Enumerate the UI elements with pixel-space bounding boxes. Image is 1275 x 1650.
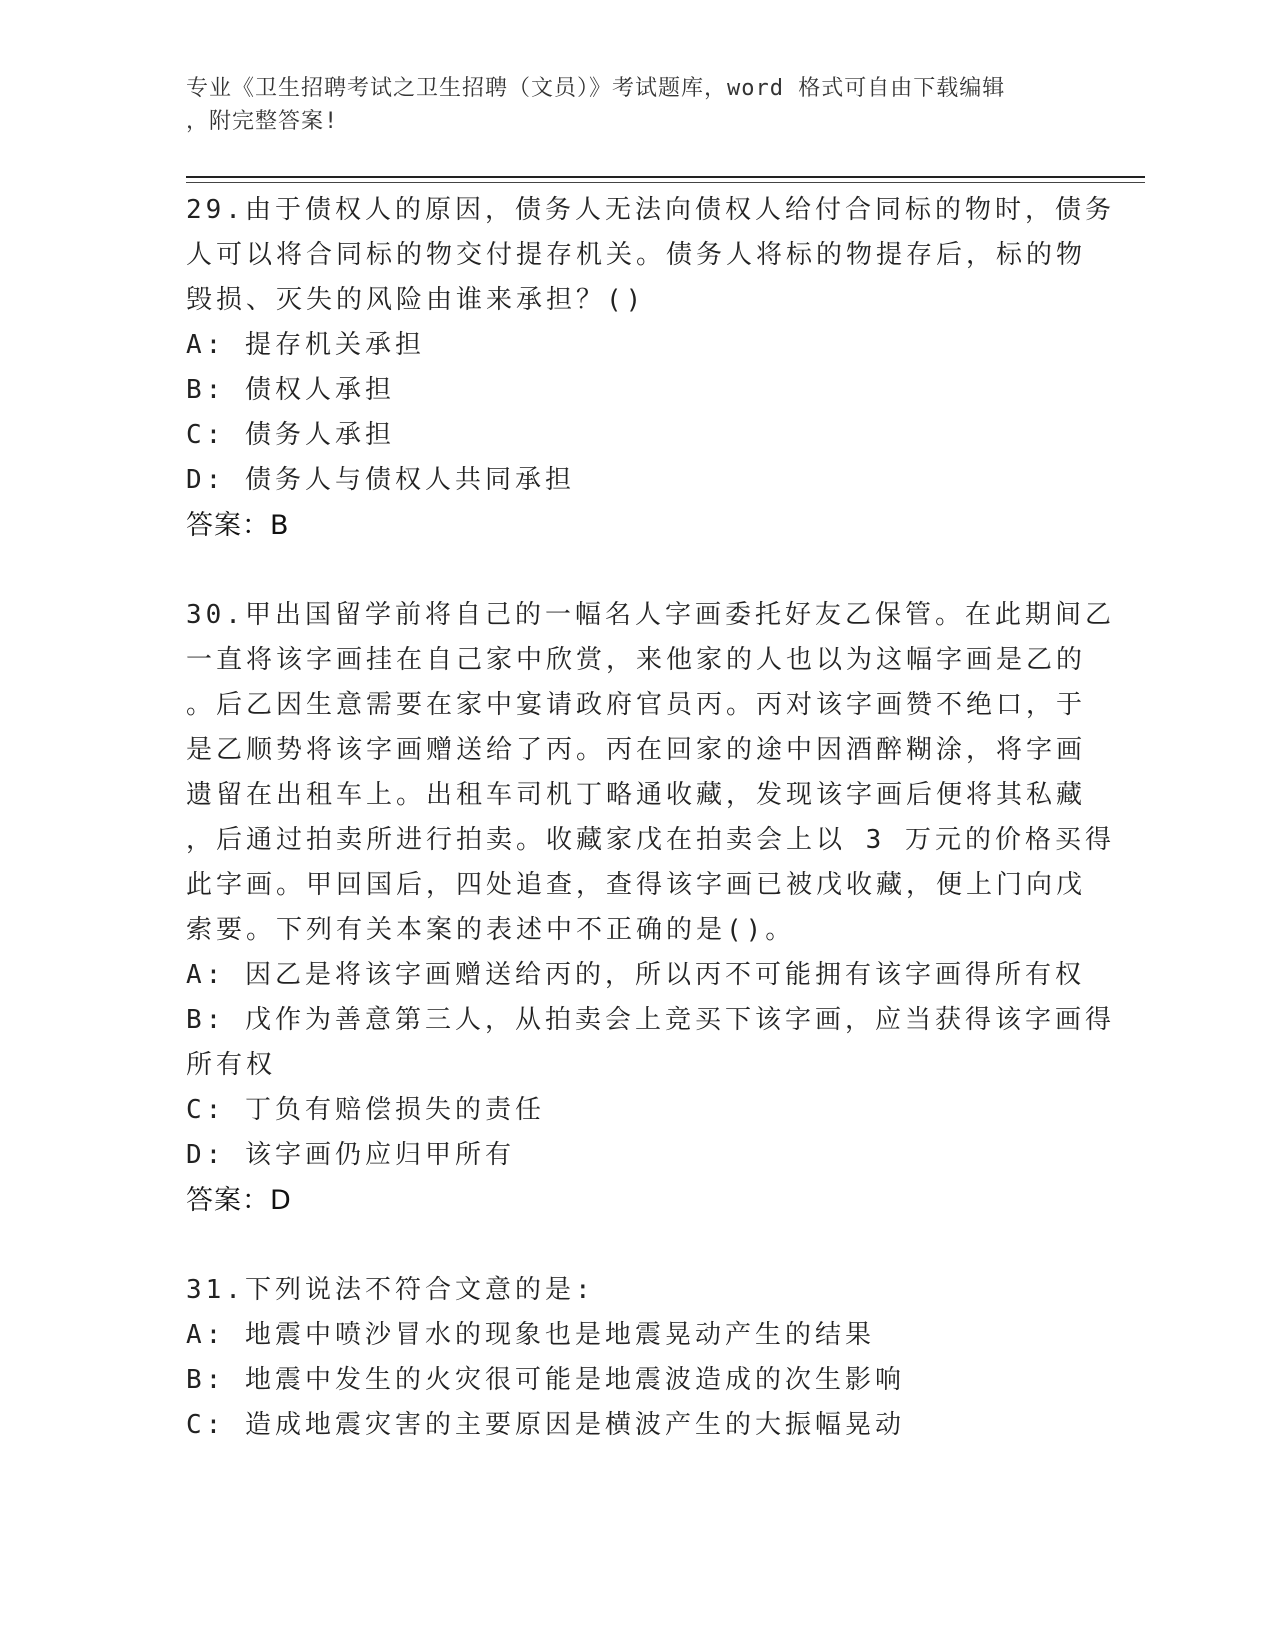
question-gap	[186, 548, 1086, 593]
header-divider-thin	[186, 182, 1145, 183]
question-text: 索要。下列有关本案的表述中不正确的是()。	[186, 915, 796, 945]
question-text: 30.甲出国留学前将自己的一幅名人字画委托好友乙保管。在此期间乙	[186, 600, 1115, 630]
option-a: A: 提存机关承担	[186, 330, 425, 360]
header-divider-thick	[186, 176, 1145, 178]
header-line-1: 专业《卫生招聘考试之卫生招聘（文员）》考试题库，word 格式可自由下载编辑	[186, 76, 1006, 101]
option-d: D: 债务人与债权人共同承担	[186, 465, 575, 495]
option-b-continued: 所有权	[186, 1050, 277, 1080]
question-text: 。后乙因生意需要在家中宴请政府官员丙。丙对该字画赞不绝口，于	[186, 690, 1087, 720]
question-text: 毁损、灭失的风险由谁来承担？()	[186, 285, 646, 315]
option-c: C: 造成地震灾害的主要原因是横波产生的大振幅晃动	[186, 1410, 905, 1440]
option-b: B: 地震中发生的火灾很可能是地震波造成的次生影响	[186, 1365, 905, 1395]
question-text: 31.下列说法不符合文意的是:	[186, 1275, 595, 1305]
option-d: D: 该字画仍应归甲所有	[186, 1140, 515, 1170]
question-30	[186, 593, 1115, 1223]
answer-label: 答案：D	[186, 1185, 292, 1216]
option-a: A: 地震中喷沙冒水的现象也是地震晃动产生的结果	[186, 1320, 875, 1350]
option-c: C: 债务人承担	[186, 420, 395, 450]
option-b: B: 债权人承担	[186, 375, 395, 405]
option-c: C: 丁负有赔偿损失的责任	[186, 1095, 545, 1125]
question-text: 是乙顺势将该字画赠送给了丙。丙在回家的途中因酒醉糊涂，将字画	[186, 735, 1087, 765]
question-29	[186, 188, 1115, 548]
answer-label: 答案：B	[186, 510, 290, 541]
question-31	[186, 1268, 1086, 1448]
question-text: ，后通过拍卖所进行拍卖。收藏家戊在拍卖会上以 3 万元的价格买得	[186, 825, 1115, 855]
question-gap	[186, 1223, 1086, 1268]
question-text: 遗留在出租车上。出租车司机丁略通收藏，发现该字画后便将其私藏	[186, 780, 1087, 810]
question-text: 29.由于债权人的原因，债务人无法向债权人给付合同标的物时，债务	[186, 195, 1115, 225]
header-line-2: ，附完整答案!	[186, 109, 339, 134]
question-list	[186, 188, 1115, 1448]
question-text: 一直将该字画挂在自己家中欣赏，来他家的人也以为这幅字画是乙的	[186, 645, 1087, 675]
document-header	[186, 72, 1066, 138]
question-text: 此字画。甲回国后，四处追查，查得该字画已被戊收藏，便上门向戊	[186, 870, 1087, 900]
option-a: A: 因乙是将该字画赠送给丙的，所以丙不可能拥有该字画得所有权	[186, 960, 1085, 990]
option-b: B: 戊作为善意第三人，从拍卖会上竞买下该字画，应当获得该字画得	[186, 1005, 1115, 1035]
question-text: 人可以将合同标的物交付提存机关。债务人将标的物提存后，标的物	[186, 240, 1087, 270]
